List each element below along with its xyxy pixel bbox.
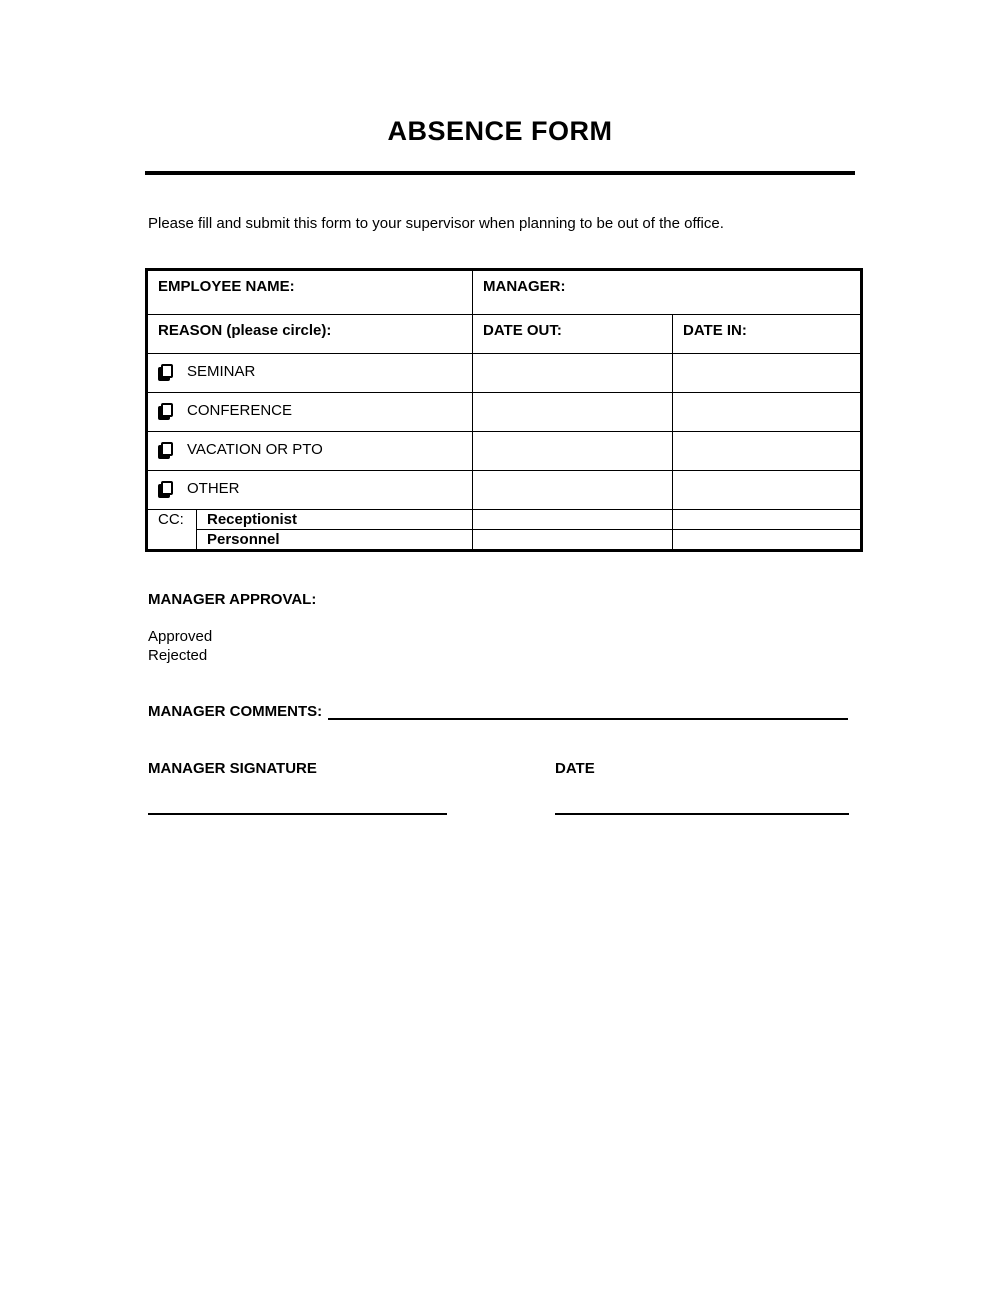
- date-out-header-cell: DATE OUT:: [473, 315, 673, 354]
- date-label: DATE: [555, 760, 595, 777]
- date-in-cell-vacation[interactable]: [673, 432, 862, 471]
- cc-personnel-date-in-cell[interactable]: [673, 530, 862, 551]
- reason-label: OTHER: [187, 480, 240, 497]
- checkbox-icon[interactable]: [161, 442, 173, 456]
- reason-cell-seminar: [147, 354, 473, 393]
- date-out-cell-other[interactable]: [473, 471, 673, 510]
- manager-comments-row: [148, 703, 848, 720]
- reason-header-cell: REASON (please circle):: [147, 315, 473, 354]
- date-in-cell-other[interactable]: [673, 471, 862, 510]
- cc-receptionist-date-out-cell[interactable]: [473, 510, 673, 530]
- reason-label: VACATION OR PTO: [187, 441, 323, 458]
- manager-signature-label: MANAGER SIGNATURE: [148, 760, 317, 777]
- intro-text: Please fill and submit this form to your supervisor when planning to be out of the office.: [148, 215, 724, 232]
- reason-label: CONFERENCE: [187, 402, 293, 419]
- cc-personnel-date-out-cell[interactable]: [473, 530, 673, 551]
- reason-cell-vacation: [147, 432, 473, 471]
- date-line[interactable]: [555, 813, 849, 815]
- form-title: ABSENCE FORM: [387, 116, 613, 146]
- table-row-cc-receptionist: [147, 510, 862, 530]
- reason-cell-other: [147, 471, 473, 510]
- manager-cell[interactable]: MANAGER:: [473, 270, 862, 315]
- checkbox-icon[interactable]: [161, 364, 173, 378]
- manager-comments-line[interactable]: [328, 705, 848, 720]
- table-row-cc-personnel: [147, 530, 862, 551]
- date-out-cell-conference[interactable]: [473, 393, 673, 432]
- manager-comments-label: MANAGER COMMENTS:: [148, 703, 323, 720]
- checkbox-icon[interactable]: [161, 481, 173, 495]
- table-row-vacation: [147, 432, 862, 471]
- checkbox-icon[interactable]: [161, 403, 173, 417]
- cc-personnel-cell: Personnel: [197, 530, 473, 551]
- date-in-cell-seminar[interactable]: [673, 354, 862, 393]
- table-row-headers: [147, 315, 862, 354]
- manager-approval-heading: MANAGER APPROVAL:: [148, 591, 317, 608]
- reason-cell-conference: [147, 393, 473, 432]
- approval-option-rejected[interactable]: Rejected: [148, 647, 208, 664]
- table-row-names: [147, 270, 862, 315]
- cc-receptionist-date-in-cell[interactable]: [673, 510, 862, 530]
- employee-name-cell[interactable]: EMPLOYEE NAME:: [147, 270, 473, 315]
- title-divider-rule: [145, 171, 855, 175]
- date-in-header-cell: DATE IN:: [673, 315, 862, 354]
- date-in-cell-conference[interactable]: [673, 393, 862, 432]
- reason-label: SEMINAR: [187, 363, 256, 380]
- table-row-seminar: [147, 354, 862, 393]
- date-out-cell-seminar[interactable]: [473, 354, 673, 393]
- manager-signature-line[interactable]: [148, 813, 447, 815]
- table-row-conference: [147, 393, 862, 432]
- table-row-other: [147, 471, 862, 510]
- approval-option-approved[interactable]: Approved: [148, 628, 213, 645]
- absence-table: [145, 268, 863, 552]
- date-out-cell-vacation[interactable]: [473, 432, 673, 471]
- cc-receptionist-cell: Receptionist: [197, 510, 473, 530]
- cc-label-cell: CC:: [147, 510, 197, 551]
